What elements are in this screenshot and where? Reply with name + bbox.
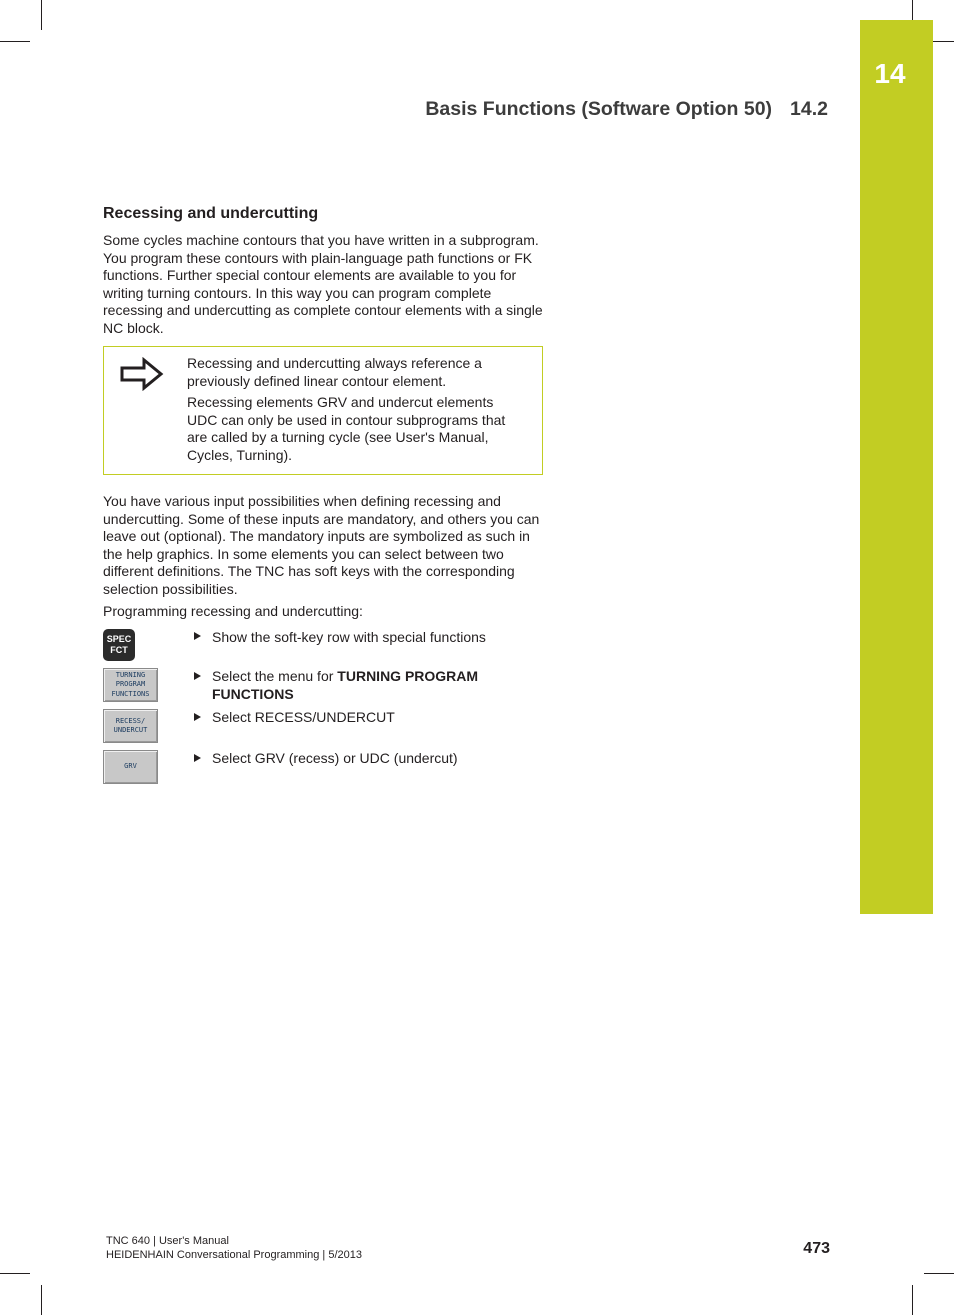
note-paragraph: Recessing elements GRV and undercut elements UDC can only be used in contour subprograms that are called by a turning cycle (see User's Manual, Cycles, Turning). bbox=[187, 394, 506, 463]
note-text bbox=[187, 355, 527, 469]
section-heading: Recessing and undercutting bbox=[103, 205, 319, 222]
step-text: Select RECESS/UNDERCUT bbox=[212, 709, 395, 725]
chapter-tab bbox=[860, 20, 933, 914]
bullet-triangle-icon bbox=[194, 632, 201, 640]
softkey-label: PROGRAM bbox=[115, 680, 146, 689]
procedure-label: Programming recessing and undercutting: bbox=[103, 603, 363, 619]
crop-mark bbox=[924, 1273, 954, 1274]
softkey-label: RECESS/ bbox=[115, 716, 146, 725]
softkey-label: FUNCTIONS bbox=[111, 689, 150, 698]
crop-mark bbox=[0, 1273, 30, 1274]
footer-line: TNC 640 | User's Manual bbox=[106, 1235, 229, 1247]
page-number: 473 bbox=[803, 1240, 830, 1257]
step-text-menu-name: TURNING PROGRAM FUNCTIONS bbox=[212, 668, 479, 702]
softkey-label: TURNING bbox=[115, 670, 146, 679]
footer-line: HEIDENHAIN Conversational Programming | 5/2013 bbox=[106, 1249, 362, 1261]
softkey-label: GRV bbox=[124, 762, 137, 771]
arrow-right-icon bbox=[120, 357, 164, 391]
crop-mark bbox=[912, 1285, 913, 1315]
crop-mark bbox=[41, 0, 42, 30]
recess-undercut-softkey[interactable] bbox=[103, 709, 158, 743]
spec-fct-key[interactable] bbox=[103, 629, 135, 661]
note-box bbox=[103, 346, 543, 475]
body-paragraph: You have various input possibilities when defining recessing and undercutting. Some of these inputs are mandatory, and others you can leave out (optional). The mandatory inputs are symbolized as such in the help graphics. In some elements you can select between two different definitions. The TNC has soft keys with the corresponding selection possibilities. bbox=[103, 493, 540, 597]
running-header bbox=[425, 98, 828, 121]
key-label: SPEC bbox=[106, 634, 132, 644]
step-text: Show the soft-key row with special functions bbox=[212, 629, 486, 645]
bullet-triangle-icon bbox=[194, 672, 201, 680]
bullet-triangle-icon bbox=[194, 713, 201, 721]
crop-mark bbox=[41, 1285, 42, 1315]
step-text-prefix: Select the menu for bbox=[212, 668, 338, 684]
bullet-triangle-icon bbox=[194, 754, 201, 762]
header-title: Basis Functions (Software Option 50) bbox=[425, 98, 773, 120]
chapter-number: 14 bbox=[874, 58, 906, 89]
step-text: Select GRV (recess) or UDC (undercut) bbox=[212, 750, 458, 766]
intro-paragraph: Some cycles machine contours that you have written in a subprogram. You program these contours with plain-language path functions or FK functions. Further special contour elements are available to you for writing turning contours. In this way you can program complete recessing and undercutting as complete contour elements with a single NC block. bbox=[103, 232, 543, 336]
crop-mark bbox=[0, 41, 30, 42]
footer bbox=[106, 1234, 362, 1262]
step-text bbox=[212, 668, 542, 703]
header-section-number: 14.2 bbox=[790, 98, 828, 120]
softkey-label: UNDERCUT bbox=[113, 726, 148, 734]
key-label: FCT bbox=[110, 645, 128, 655]
grv-softkey[interactable] bbox=[103, 750, 158, 784]
note-paragraph: Recessing and undercutting always reference a previously defined linear contour element. bbox=[187, 355, 482, 389]
turning-program-functions-softkey[interactable] bbox=[103, 668, 158, 702]
